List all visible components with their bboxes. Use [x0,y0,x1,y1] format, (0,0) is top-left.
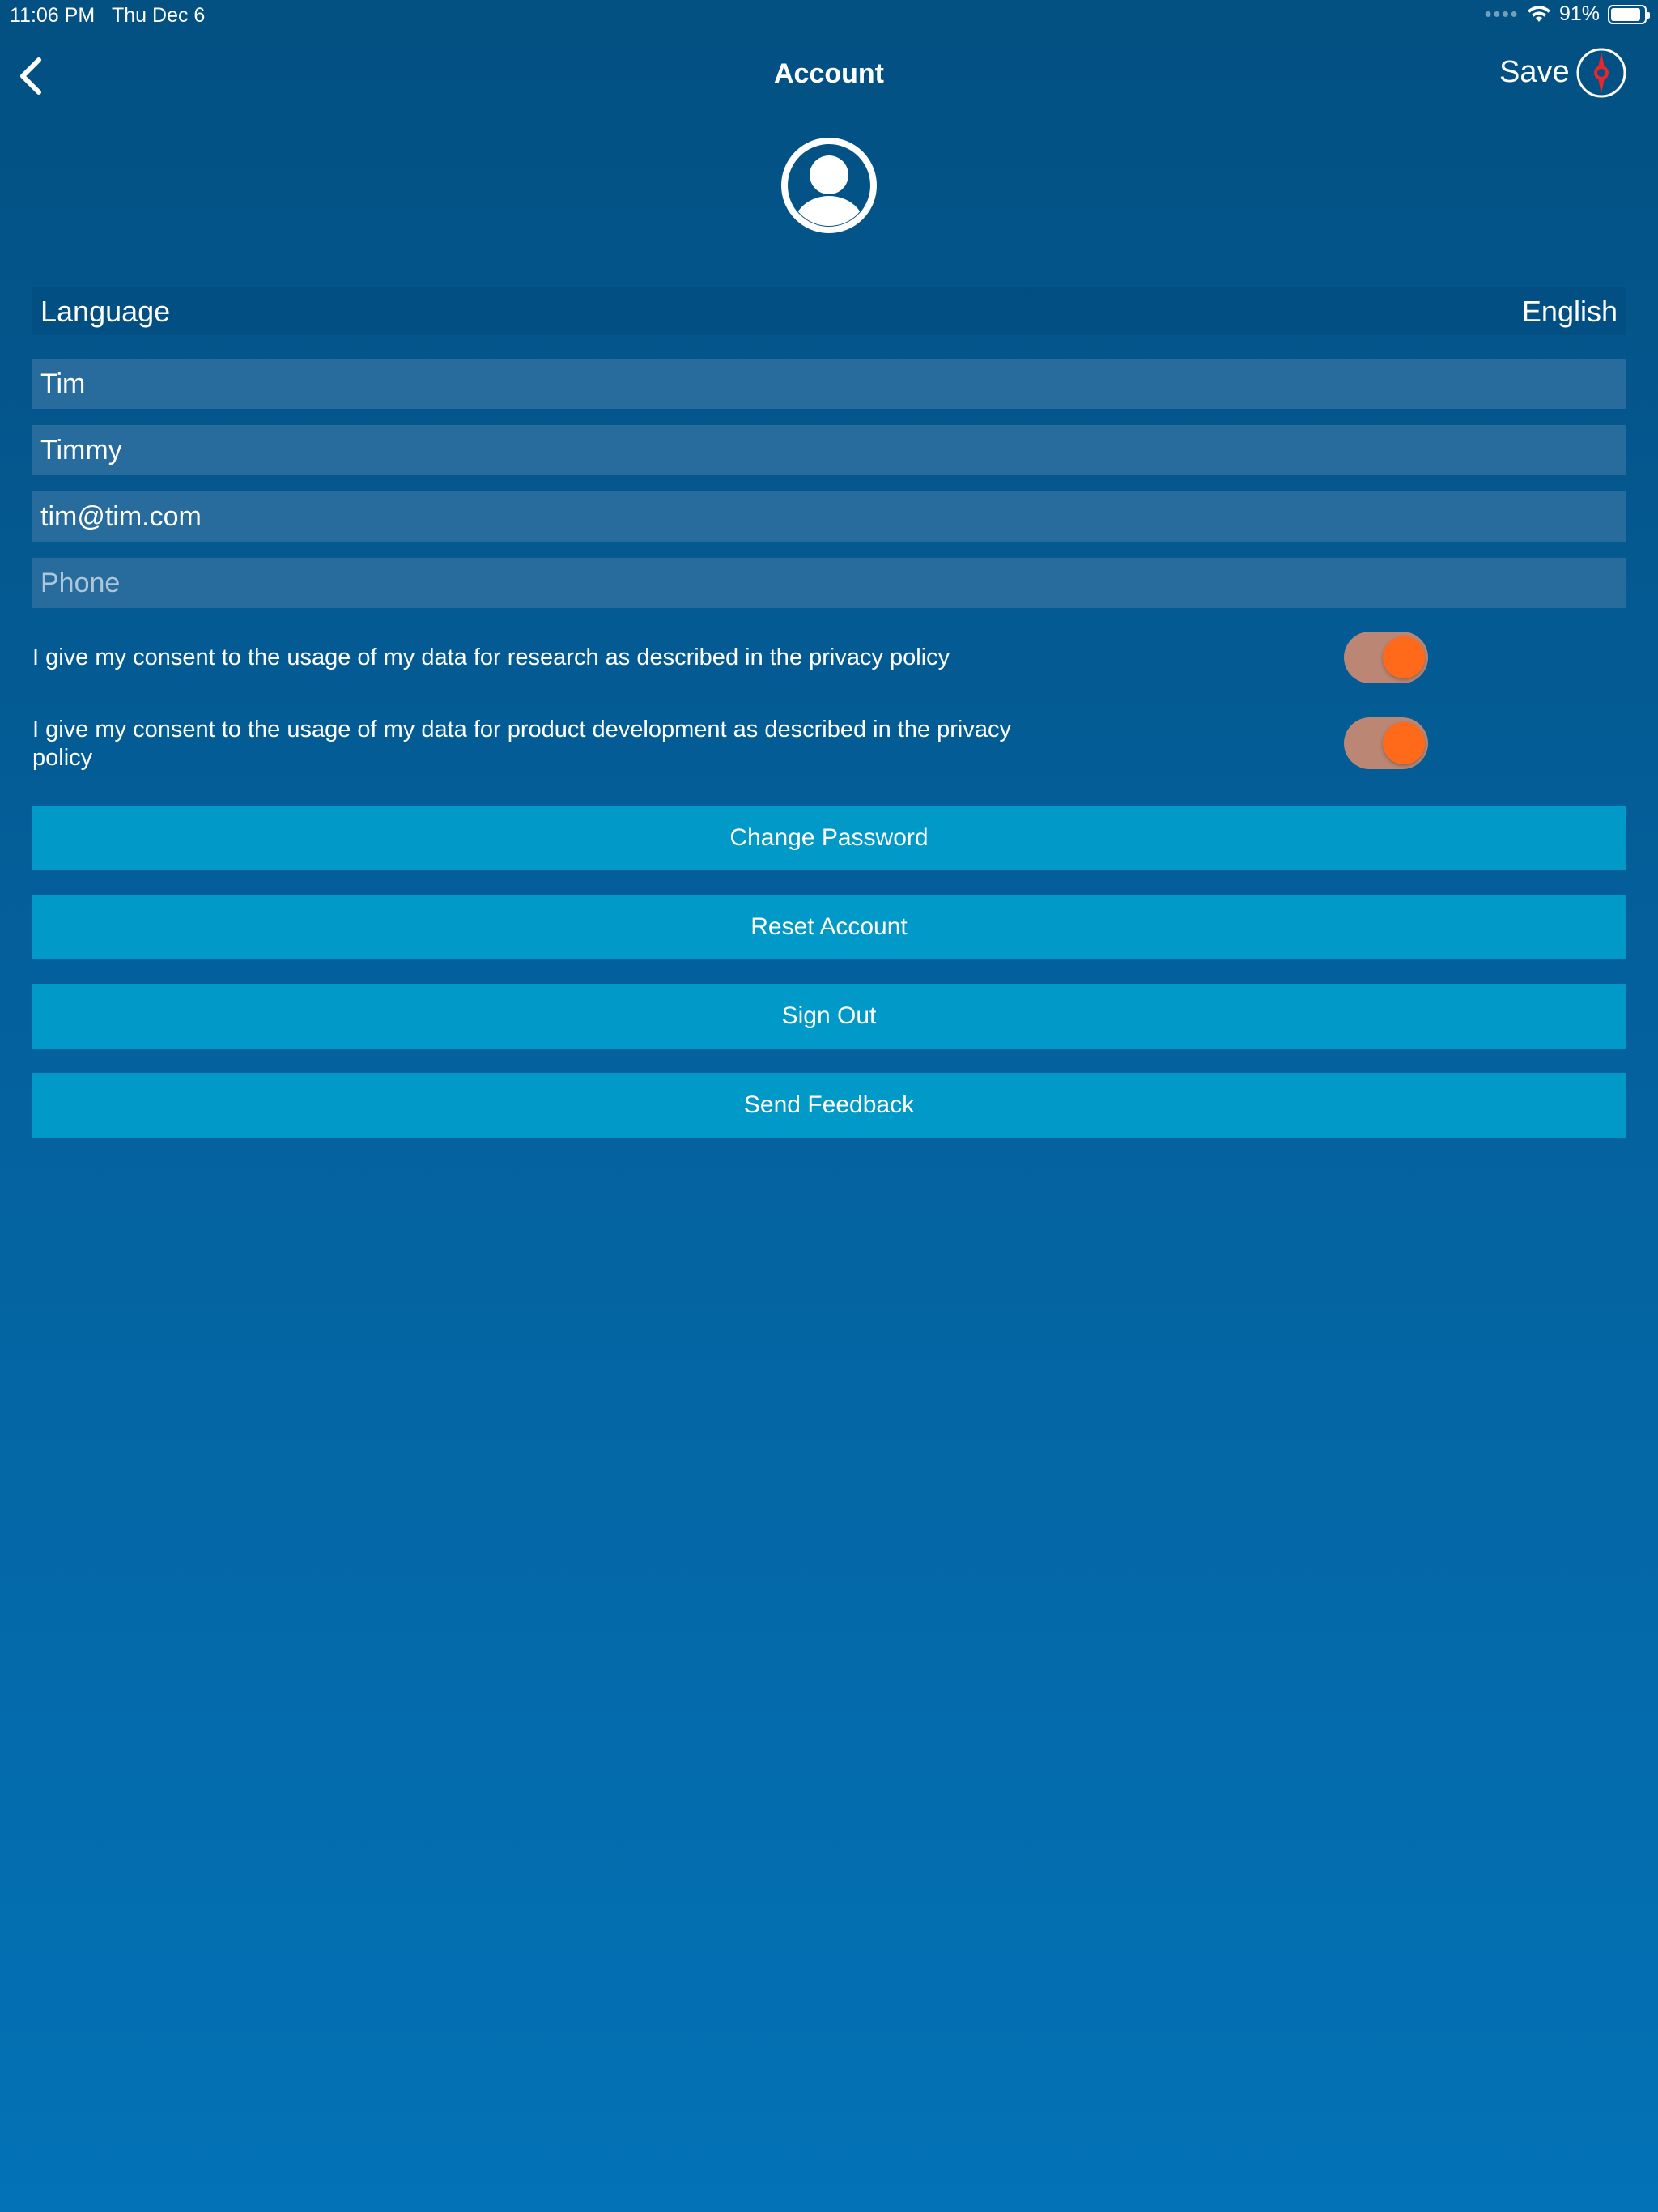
research-consent-label: I give my consent to the usage of my data for research as described in the privacy policy [32,644,950,670]
product-consent-toggle[interactable] [1344,717,1428,769]
status-date: Thu Dec 6 [112,4,206,27]
battery-level [1611,8,1640,21]
language-value: English [1521,295,1618,328]
language-label: Language [40,295,171,328]
last-name-field[interactable] [32,425,1626,475]
reset-account-button[interactable]: Reset Account [32,895,1626,959]
page-title: Account [774,58,884,89]
language-selector[interactable] [32,287,1626,335]
navigation-bar [0,42,1658,107]
cellular-signal-icon: ●●●● [1484,6,1519,21]
product-consent-label: I give my consent to the usage of my data for product development as described in the privacy policy [32,717,1011,771]
research-consent-toggle[interactable] [1344,632,1428,683]
user-circle-icon [780,136,878,235]
toggle-knob [1383,636,1425,678]
change-password-button[interactable]: Change Password [32,806,1626,870]
status-indicators [1484,2,1647,26]
avatar[interactable] [780,136,878,235]
toggle-knob [1383,722,1425,764]
compass-icon [1575,47,1627,99]
status-bar [0,0,1658,32]
compass-button[interactable] [1575,47,1627,99]
wifi-icon [1527,5,1551,24]
save-button[interactable]: Save [1499,55,1570,89]
battery-icon [1608,5,1647,24]
phone-field[interactable] [32,558,1626,608]
sign-out-button[interactable]: Sign Out [32,984,1626,1049]
send-feedback-button[interactable]: Send Feedback [32,1073,1626,1138]
email-field[interactable] [32,491,1626,542]
status-time: 11:06 PM [10,4,96,27]
battery-percent: 91% [1558,2,1600,25]
first-name-field[interactable] [32,359,1626,409]
